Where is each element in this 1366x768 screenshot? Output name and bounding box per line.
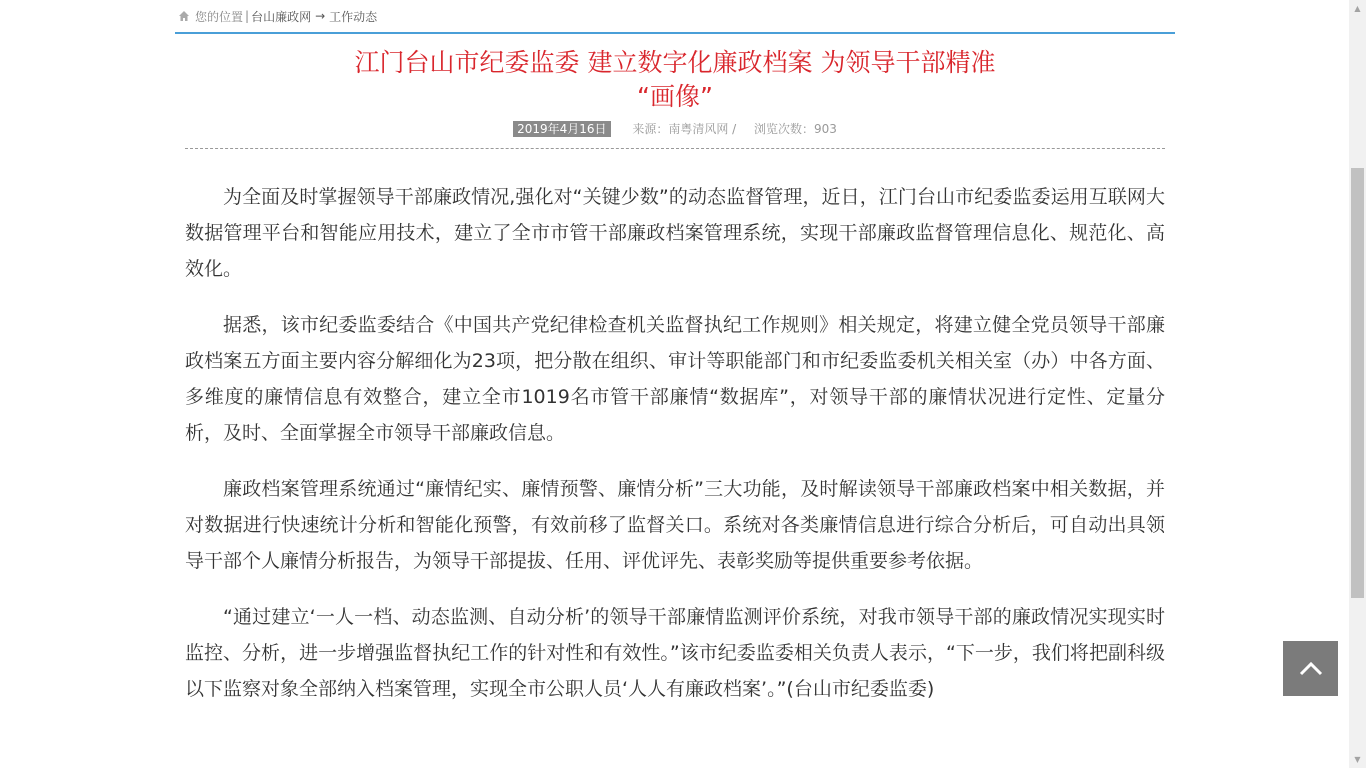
article-paragraph-3: 廉政档案管理系统通过“廉情纪实、廉情预警、廉情分析”三大功能，及时解读领导干部廉政档案中相关数据，并对数据进行快速统计分析和智能化预警，有效前移了监督关口。系统对各类廉情信息进行综合分析后，可自动出具领导干部个人廉情分析报告，为领导干部提拔、任用、评优评先、表彰奖励等提供重要参考依据。 bbox=[185, 478, 1165, 572]
back-to-top-button[interactable] bbox=[1283, 641, 1338, 696]
article-paragraph-2: 据悉，该市纪委监委结合《中国共产党纪律检查机关监督执纪工作规则》相关规定，将建立健全党员领导干部廉政档案五方面主要内容分解细化为23项，把分散在组织、审计等职能部门和市纪委监委机关相关室（办）中各方面、多维度的廉情信息有效整合，建立全市1019名市管干部廉情“数据库”，对领导干部的廉情状况进行定性、定量分析，及时、全面掌握全市领导干部廉政信息。 bbox=[185, 314, 1165, 444]
vertical-scrollbar[interactable] bbox=[1349, 0, 1366, 768]
breadcrumb-separator: | bbox=[245, 9, 250, 23]
article-title bbox=[325, 46, 1025, 114]
article-meta bbox=[175, 120, 1175, 138]
article-title-line2: “画像” bbox=[637, 82, 713, 111]
breadcrumb-prefix: 您的位置 bbox=[195, 9, 244, 24]
article-body bbox=[175, 149, 1175, 707]
article-views: 浏览次数：903 bbox=[754, 122, 837, 136]
article-paragraph-4: “通过建立‘一人一档、动态监测、自动分析’的领导干部廉情监测评价系统，对我市领导干部的廉政情况实现实时监控、分析，进一步增强监督执纪工作的针对性和有效性。”该市纪委监委相关负责人表示，“下一步，我们将把副科级以下监察对象全部纳入档案管理，实现全市公职人员‘人人有廉政档案’。”(台山市纪委监委) bbox=[185, 606, 1165, 700]
chevron-up-icon bbox=[1299, 662, 1323, 676]
content-container bbox=[175, 0, 1175, 727]
scroll-down-arrow-icon[interactable]: ▼ bbox=[1354, 755, 1361, 764]
scroll-up-arrow-icon[interactable]: ▲ bbox=[1354, 4, 1361, 13]
article-source: 来源：南粤清风网 / bbox=[632, 122, 737, 136]
article-paragraph-1: 为全面及时掌握领导干部廉政情况,强化对“关键少数”的动态监督管理，近日，江门台山市纪委监委运用互联网大数据管理平台和智能应用技术，建立了全市市管干部廉政档案管理系统，实现干部廉政监督管理信息化、规范化、高效化。 bbox=[185, 186, 1165, 280]
breadcrumb-section-link[interactable]: 工作动态 bbox=[329, 9, 378, 24]
home-icon bbox=[179, 11, 189, 21]
breadcrumb-arrow: → bbox=[315, 9, 326, 23]
breadcrumb-site-link[interactable]: 台山廉政网 bbox=[251, 9, 312, 24]
scrollbar-thumb[interactable] bbox=[1351, 168, 1364, 598]
breadcrumb bbox=[175, 0, 1175, 34]
article-title-line1: 江门台山市纪委监委 建立数字化廉政档案 为领导干部精准 bbox=[354, 48, 996, 77]
article-date: 2019年4月16日 bbox=[513, 121, 610, 137]
